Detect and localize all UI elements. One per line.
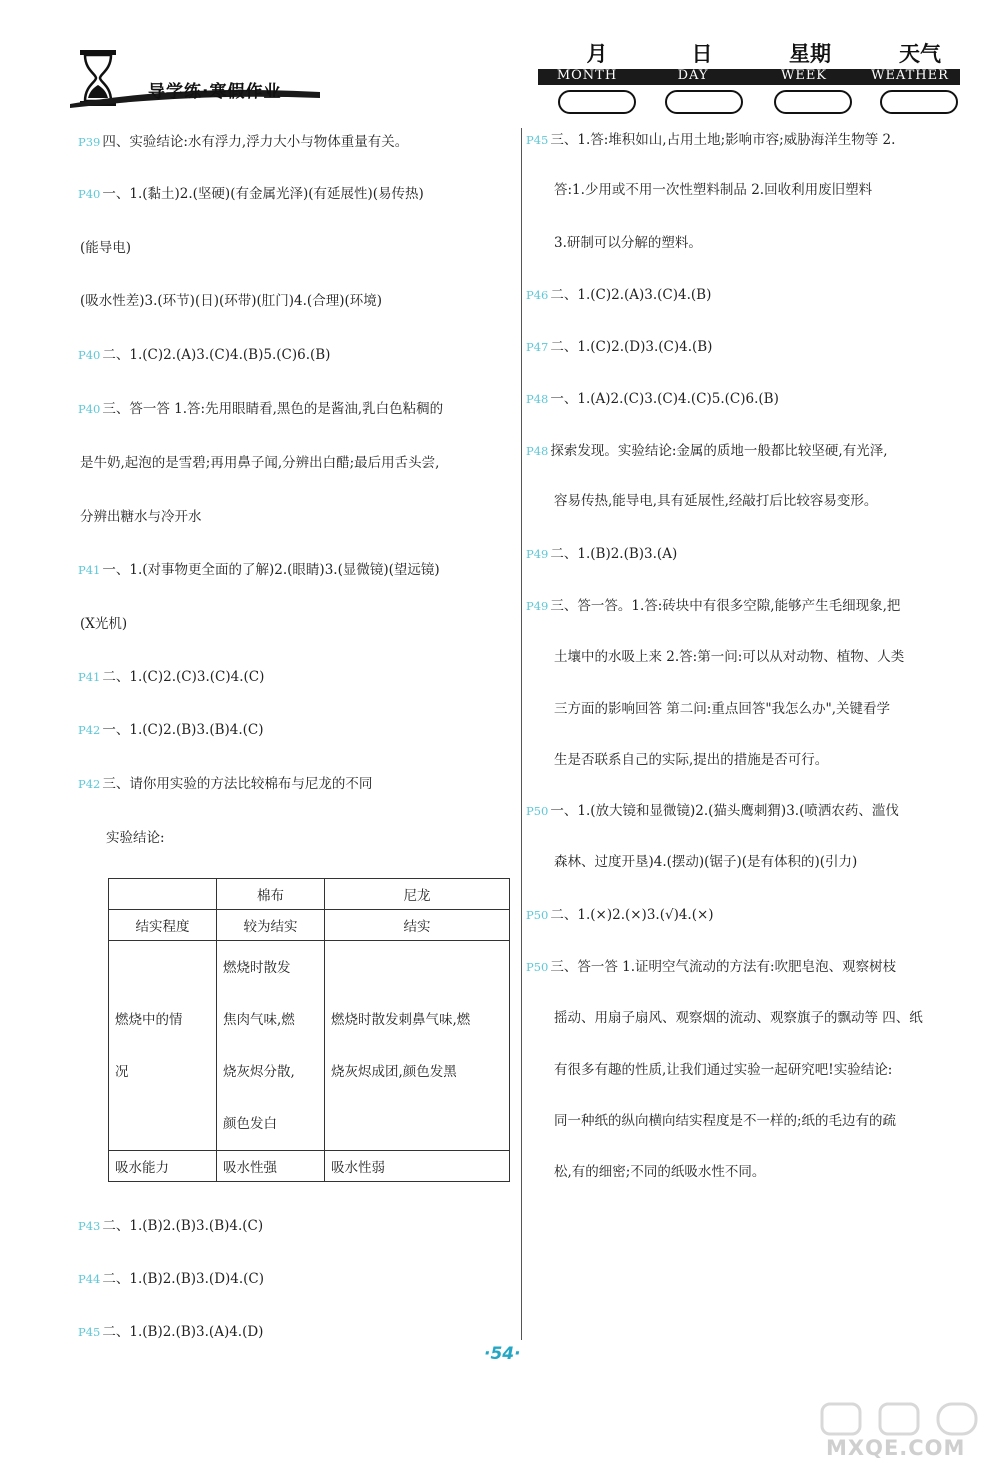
answer-line: P47 二、1.(C)2.(D)3.(C)4.(B) bbox=[526, 339, 713, 355]
table-row bbox=[109, 1151, 510, 1182]
answer-line: P42 三、请你用实验的方法比较棉布与尼龙的不同 bbox=[78, 776, 373, 792]
answer-line: P44 二、1.(B)2.(B)3.(D)4.(C) bbox=[78, 1271, 265, 1287]
comparison-table bbox=[108, 878, 510, 1182]
answer-line: P40 一、1.(黏土)2.(坚硬)(有金属光泽)(有延展性)(易传热) bbox=[78, 186, 424, 202]
table-row bbox=[109, 910, 510, 941]
answer-line: 生是否联系自己的实际,提出的措施是否可行。 bbox=[554, 752, 829, 768]
month-label: 月 bbox=[586, 42, 608, 66]
answer-line: 摇动、用扇子扇风、观察烟的流动、观察旗子的飘动等 四、纸 bbox=[554, 1010, 923, 1026]
answer-line: P40 二、1.(C)2.(A)3.(C)4.(B)5.(C)6.(B) bbox=[78, 347, 331, 363]
table-header-cell bbox=[109, 879, 217, 910]
answer-line: (X光机) bbox=[80, 616, 128, 632]
answer-line: 松,有的细密;不同的纸吸水性不同。 bbox=[554, 1164, 766, 1180]
month-en-label: MONTH bbox=[556, 68, 618, 83]
day-label: 日 bbox=[691, 42, 713, 66]
table-cell: 结实程度 bbox=[109, 910, 217, 941]
answer-line: 同一种纸的纵向横向结实程度是不一样的;纸的毛边有的疏 bbox=[554, 1113, 897, 1129]
table-cell: 较为结实 bbox=[217, 910, 325, 941]
table-cell: 结实 bbox=[325, 910, 510, 941]
table-cell: 吸水能力 bbox=[109, 1151, 217, 1182]
answer-line: P48 探索发现。实验结论:金属的质地一般都比较坚硬,有光泽, bbox=[526, 443, 888, 459]
answer-line: P50 三、答一答 1.证明空气流动的方法有:吹肥皂泡、观察树枝 bbox=[526, 959, 897, 975]
answer-line: P49 二、1.(B)2.(B)3.(A) bbox=[526, 546, 678, 562]
table-cell: 吸水性弱 bbox=[325, 1151, 510, 1182]
weather-input-box[interactable] bbox=[880, 90, 958, 114]
table-cell: 燃烧中的情 况 bbox=[109, 941, 217, 1151]
answer-line: P45 二、1.(B)2.(B)3.(A)4.(D) bbox=[78, 1324, 264, 1340]
month-input-box[interactable] bbox=[558, 90, 636, 114]
table-row bbox=[109, 941, 510, 1151]
weather-en-label: WEATHER bbox=[871, 68, 949, 83]
answer-line: 是牛奶,起泡的是雪碧;再用鼻子闻,分辨出白醋;最后用舌头尝, bbox=[80, 455, 440, 471]
answer-line: 实验结论: bbox=[106, 830, 165, 846]
answer-line: P48 一、1.(A)2.(C)3.(C)4.(C)5.(C)6.(B) bbox=[526, 391, 779, 407]
answer-line: (吸水性差)3.(环节)(日)(环带)(肛门)4.(合理)(环境) bbox=[80, 293, 382, 309]
answer-line: P41 一、1.(对事物更全面的了解)2.(眼睛)3.(显微镜)(望远镜) bbox=[78, 562, 440, 578]
answer-line: P41 二、1.(C)2.(C)3.(C)4.(C) bbox=[78, 669, 265, 685]
table-header-cell: 棉布 bbox=[217, 879, 325, 910]
answer-line: 容易传热,能导电,具有延展性,经敲打后比较容易变形。 bbox=[554, 493, 878, 509]
answer-line: 答:1.少用或不用一次性塑料制品 2.回收利用废旧塑料 bbox=[554, 182, 873, 198]
answer-line: P50 一、1.(放大镜和显微镜)2.(猫头鹰刺猬)3.(喷洒农药、滥伐 bbox=[526, 803, 899, 819]
column-divider bbox=[521, 128, 522, 1340]
answer-line: (能导电) bbox=[80, 240, 132, 256]
week-input-box[interactable] bbox=[774, 90, 852, 114]
day-en-label: DAY bbox=[677, 68, 709, 83]
table-cell: 燃烧时散发 焦肉气味,燃 烧灰烬分散, 颜色发白 bbox=[217, 941, 325, 1151]
answer-line: P42 一、1.(C)2.(B)3.(B)4.(C) bbox=[78, 722, 264, 738]
answer-line: 森林、过度开垦)4.(摆动)(锯子)(是有体积的)(引力) bbox=[554, 854, 858, 870]
table-header-cell: 尼龙 bbox=[325, 879, 510, 910]
answer-line: 三方面的影响回答 第二问:重点回答"我怎么办",关键看学 bbox=[554, 701, 891, 717]
table-cell: 吸水性强 bbox=[217, 1151, 325, 1182]
brand-title: 导学练·寒假作业 bbox=[148, 82, 282, 102]
table-cell: 燃烧时散发刺鼻气味,燃 烧灰烬成团,颜色发黑 bbox=[325, 941, 510, 1151]
table-header-row bbox=[109, 879, 510, 910]
answer-line: P45 三、1.答:堆积如山,占用土地;影响市容;威胁海洋生物等 2. bbox=[526, 132, 896, 148]
weather-label: 天气 bbox=[899, 42, 941, 66]
answer-line: P46 二、1.(C)2.(A)3.(C)4.(B) bbox=[526, 287, 712, 303]
answer-line: P40 三、答一答 1.答:先用眼睛看,黑色的是酱油,乳白色粘稠的 bbox=[78, 401, 444, 417]
page-number: ·54· bbox=[484, 1344, 521, 1364]
answer-line: P39 四、实验结论:水有浮力,浮力大小与物体重量有关。 bbox=[78, 134, 409, 150]
day-input-box[interactable] bbox=[665, 90, 743, 114]
watermark-text: MXQE.COM bbox=[826, 1436, 966, 1460]
week-en-label: WEEK bbox=[780, 68, 828, 83]
answer-line: 3.研制可以分解的塑料。 bbox=[554, 235, 702, 251]
answer-line: 有很多有趣的性质,让我们通过实验一起研究吧!实验结论: bbox=[554, 1062, 893, 1078]
answer-line: 分辨出糖水与冷开水 bbox=[80, 509, 202, 525]
week-label: 星期 bbox=[789, 42, 831, 66]
answer-line: P50 二、1.(×)2.(×)3.(√)4.(×) bbox=[526, 907, 714, 923]
answer-line: P49 三、答一答。1.答:砖块中有很多空隙,能够产生毛细现象,把 bbox=[526, 598, 901, 614]
answer-line: 土壤中的水吸上来 2.答:第一问:可以从对动物、植物、人类 bbox=[554, 649, 905, 665]
answer-line: P43 二、1.(B)2.(B)3.(B)4.(C) bbox=[78, 1218, 264, 1234]
